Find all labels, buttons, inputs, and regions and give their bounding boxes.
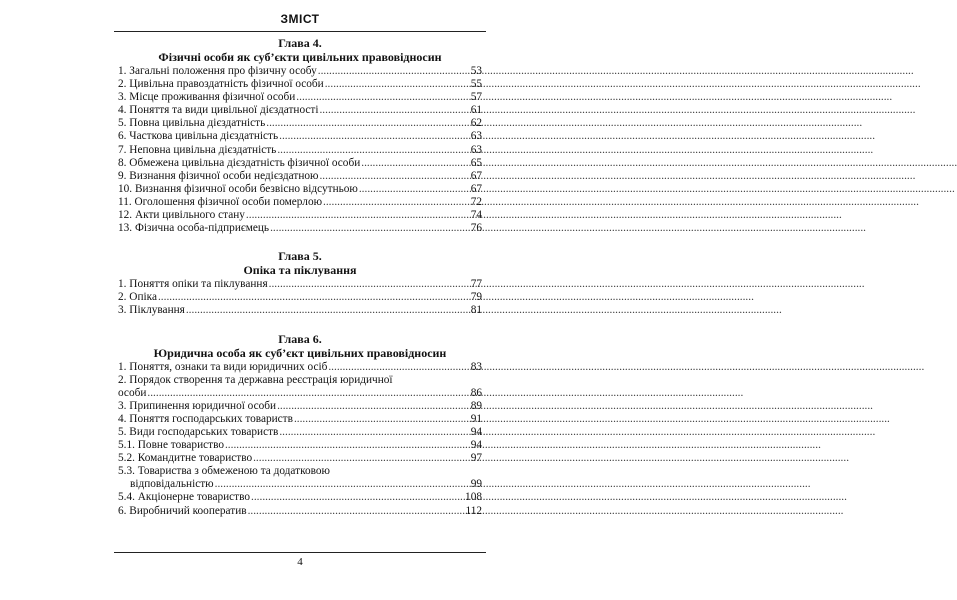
toc-entry[interactable] xyxy=(118,196,482,209)
toc-entry-text: 3. Припинення юридичної особи xyxy=(118,399,277,412)
chapter-number: Глава 5. xyxy=(278,249,322,264)
toc-entry[interactable] xyxy=(118,278,482,291)
toc-page-number: 55 xyxy=(470,78,482,91)
dot-leader xyxy=(325,78,470,91)
toc-page-number: 72 xyxy=(470,195,482,208)
dot-leader xyxy=(361,157,469,170)
toc-page-number: 91 xyxy=(470,412,482,425)
toc-entry[interactable] xyxy=(118,209,482,222)
toc-entry-text: 1. Поняття, ознаки та види юридичних осіб xyxy=(118,360,328,373)
toc-page-number: 94 xyxy=(470,425,482,438)
toc-entry[interactable] xyxy=(118,304,482,317)
toc-entry-text: 1. Поняття опіки та піклування xyxy=(118,278,268,291)
toc-entry[interactable] xyxy=(118,170,482,183)
toc-entry[interactable] xyxy=(118,491,482,504)
toc-entry[interactable] xyxy=(118,183,482,196)
toc-page-number: 53 xyxy=(470,65,482,77)
dot-leader xyxy=(318,65,470,78)
toc-page-number: 83 xyxy=(470,360,482,373)
toc-entry-text: 5. Повна цивільна дієздатність xyxy=(118,117,266,130)
toc-page-number: 99 xyxy=(470,478,482,491)
toc-page-number: 89 xyxy=(470,399,482,412)
table-of-contents xyxy=(118,36,482,532)
toc-entry-text: 5.4. Акціонерне товариство xyxy=(118,491,251,504)
dot-leader xyxy=(328,361,469,374)
toc-entry-text: 12. Акти цивільного стану xyxy=(118,209,245,222)
toc-entry[interactable] xyxy=(118,361,482,374)
toc-entry-text: 2. Порядок створення та державна реєстрація юридичної xyxy=(118,373,393,386)
toc-page-number: 63 xyxy=(470,130,482,143)
dot-leader xyxy=(253,452,470,465)
toc-entry-text: 2. Цивільна правоздатність фізичної особи xyxy=(118,78,324,91)
toc-entry[interactable] xyxy=(118,78,482,91)
dot-leader xyxy=(248,505,465,518)
toc-entry-text: 8. Обмежена цивільна дієздатність фізичної особи xyxy=(118,156,361,169)
toc-page-number: 65 xyxy=(470,156,482,169)
dot-leader xyxy=(186,304,470,317)
dot-leader xyxy=(269,278,470,291)
dot-leader xyxy=(359,183,470,196)
toc-entry-text: 5.2. Командитне товариство xyxy=(118,452,253,465)
toc-entry[interactable] xyxy=(118,439,482,452)
toc-entry-text: 3. Місце проживання фізичної особи xyxy=(118,91,296,104)
toc-page-number: 108 xyxy=(465,491,482,504)
toc-entry-text-continued: особи xyxy=(118,386,147,399)
page-number: 4 xyxy=(297,556,303,568)
toc-entry-text: 11. Оголошення фізичної особи померлою xyxy=(118,195,323,208)
toc-page-number: 94 xyxy=(470,439,482,452)
toc-page-number: 86 xyxy=(470,386,482,399)
toc-page-number: 61 xyxy=(470,104,482,117)
toc-entry-text: 2. Опіка xyxy=(118,291,157,304)
toc-entry[interactable] xyxy=(118,400,482,413)
header-divider xyxy=(114,31,486,32)
toc-entry-text: 1. Загальні положення про фізичну особу xyxy=(118,65,317,77)
toc-entry[interactable] xyxy=(118,91,482,104)
toc-entry-text: 10. Визнання фізичної особи безвісно відсутньою xyxy=(118,182,358,195)
toc-entry[interactable] xyxy=(118,426,482,439)
chapter-5 xyxy=(118,249,482,317)
dot-leader xyxy=(319,104,469,117)
dot-leader xyxy=(277,400,470,413)
toc-entry[interactable] xyxy=(118,222,482,235)
toc-entry-text: 9. Визнання фізичної особи недієздатною xyxy=(118,169,319,182)
dot-leader xyxy=(147,387,469,400)
toc-entry[interactable] xyxy=(118,157,482,170)
toc-entry-text: 6. Виробничий кооператив xyxy=(118,504,247,517)
chapter-6 xyxy=(118,332,482,518)
toc-page-number: 74 xyxy=(470,209,482,222)
dot-leader xyxy=(270,222,470,235)
footer-divider xyxy=(114,552,486,553)
chapter-title: Фізичні особи як суб’єкти цивільних правовідносин xyxy=(158,50,442,64)
toc-entry[interactable] xyxy=(118,374,482,400)
toc-entry-text-continued: відповідальністю xyxy=(130,478,214,491)
toc-page-number: 67 xyxy=(470,169,482,182)
dot-leader xyxy=(279,130,470,143)
toc-entry[interactable] xyxy=(118,452,482,465)
toc-page-number: 62 xyxy=(470,117,482,130)
dot-leader xyxy=(266,117,469,130)
dot-leader xyxy=(158,291,470,304)
chapter-title: Юридична особа як суб’єкт цивільних правовідносин xyxy=(153,345,447,360)
dot-leader xyxy=(294,413,470,426)
toc-page-number: 57 xyxy=(470,91,482,104)
toc-entry-text: 5.1. Повне товариство xyxy=(118,439,224,452)
dot-leader xyxy=(215,478,470,491)
toc-page-number: 63 xyxy=(470,143,482,156)
toc-entry[interactable] xyxy=(118,65,482,78)
toc-entry[interactable] xyxy=(118,505,482,518)
toc-entry[interactable] xyxy=(118,465,482,491)
running-head-title: ЗМІСТ xyxy=(280,12,320,26)
dot-leader xyxy=(319,170,469,183)
toc-entry-continuation xyxy=(118,387,482,400)
chapter-title: Опіка та піклування xyxy=(243,263,357,278)
chapter-number: Глава 6. xyxy=(278,331,322,346)
chapter-number: Глава 4. xyxy=(278,36,322,50)
dot-leader xyxy=(323,196,470,209)
toc-page-number: 81 xyxy=(470,304,482,317)
dot-leader xyxy=(296,91,469,104)
toc-entry-text: 6. Часткова цивільна дієздатність xyxy=(118,130,279,143)
toc-entry[interactable] xyxy=(118,144,482,157)
toc-page-number: 79 xyxy=(470,291,482,304)
toc-entry-text: 7. Неповна цивільна дієздатність xyxy=(118,143,277,156)
toc-page-number: 76 xyxy=(470,222,482,235)
toc-entry-text: 13. Фізична особа-підприємець xyxy=(118,222,270,235)
toc-entry[interactable] xyxy=(118,291,482,304)
toc-entry-text: 4. Поняття та види цивільної дієздатності xyxy=(118,104,319,117)
toc-entry-text: 4. Поняття господарських товариств xyxy=(118,412,293,425)
toc-page-number: 112 xyxy=(465,504,482,517)
dot-leader xyxy=(246,209,470,222)
toc-entry-text: 3. Піклування xyxy=(118,304,185,317)
toc-entry-continuation xyxy=(118,478,482,491)
toc-entry[interactable] xyxy=(118,117,482,130)
toc-entry-text: 5. Види господарських товариств xyxy=(118,425,279,438)
toc-page-number: 77 xyxy=(470,278,482,291)
dot-leader xyxy=(225,439,470,452)
toc-page-number: 67 xyxy=(470,182,482,195)
dot-leader xyxy=(277,144,469,157)
toc-entry[interactable] xyxy=(118,130,482,143)
dot-leader xyxy=(251,491,464,504)
toc-entry-text: 5.3. Товариства з обмеженою та додатковою xyxy=(118,465,330,478)
toc-entry[interactable] xyxy=(118,104,482,117)
chapter-4 xyxy=(118,36,482,235)
toc-entry[interactable] xyxy=(118,413,482,426)
dot-leader xyxy=(279,426,469,439)
toc-page-number: 97 xyxy=(470,452,482,465)
